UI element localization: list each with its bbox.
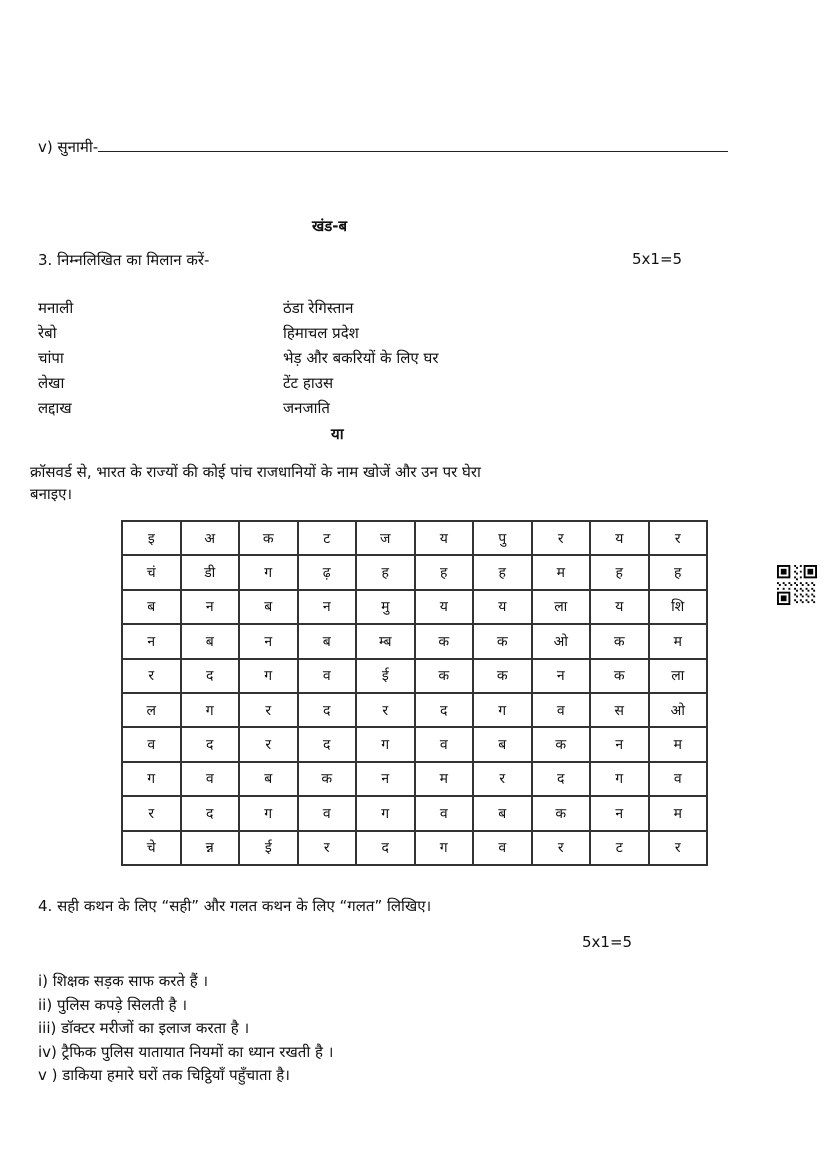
- grid-cell: न: [590, 727, 649, 761]
- grid-cell: म्ब: [356, 624, 415, 658]
- grid-cell: न: [356, 762, 415, 796]
- grid-cell: व: [298, 796, 357, 830]
- grid-cell: ओ: [532, 624, 591, 658]
- grid-cell: ढ़: [298, 555, 357, 589]
- grid-cell: ह: [473, 555, 532, 589]
- match-right-item: भेड़ और बकरियों के लिए घर: [283, 349, 439, 367]
- grid-cell: ह: [649, 555, 708, 589]
- grid-cell: ग: [181, 693, 240, 727]
- statement-item: iv) ट्रैफिक पुलिस यातायात नियमों का ध्यान रखती है ।: [38, 1042, 334, 1061]
- grid-cell: क: [532, 727, 591, 761]
- grid-row: [122, 727, 707, 761]
- grid-row: [122, 762, 707, 796]
- match-right-item: जनजाति: [283, 399, 330, 417]
- grid-row: [122, 659, 707, 693]
- grid-cell: व: [122, 727, 181, 761]
- grid-cell: न: [181, 590, 240, 624]
- grid-cell: क: [298, 762, 357, 796]
- grid-row: [122, 555, 707, 589]
- grid-cell: य: [415, 590, 474, 624]
- grid-cell: न: [298, 590, 357, 624]
- answer-blank: [98, 137, 728, 152]
- grid-cell: य: [590, 590, 649, 624]
- grid-cell: द: [298, 693, 357, 727]
- grid-cell: र: [649, 521, 708, 555]
- grid-cell: व: [473, 831, 532, 865]
- grid-cell: न: [239, 624, 298, 658]
- grid-cell: व: [415, 727, 474, 761]
- grid-cell: ग: [415, 831, 474, 865]
- grid-cell: व: [649, 762, 708, 796]
- grid-cell: ट: [298, 521, 357, 555]
- grid-cell: र: [298, 831, 357, 865]
- grid-cell: ला: [532, 590, 591, 624]
- grid-cell: न्न: [181, 831, 240, 865]
- statement-item: i) शिक्षक सड़क साफ करते हैं ।: [38, 972, 209, 990]
- grid-cell: र: [532, 831, 591, 865]
- grid-row: [122, 693, 707, 727]
- grid-cell: म: [649, 727, 708, 761]
- section-heading: खंड-ब: [312, 217, 348, 235]
- crossword-instruction-line2: बनाइए।: [30, 485, 73, 503]
- statement-item: iii) डॉक्टर मरीजों का इलाज करता है ।: [38, 1019, 250, 1037]
- grid-row: [122, 590, 707, 624]
- grid-cell: ब: [122, 590, 181, 624]
- grid-row: [122, 624, 707, 658]
- grid-cell: म: [532, 555, 591, 589]
- grid-cell: शि: [649, 590, 708, 624]
- grid-row: [122, 831, 707, 865]
- q3-title: 3. निम्नलिखित का मिलान करें-: [38, 251, 210, 269]
- grid-cell: ग: [239, 659, 298, 693]
- grid-cell: ग: [356, 727, 415, 761]
- statement-item: v ) डाकिया हमारे घरों तक चिट्ठियाँ पहुँचाता है।: [38, 1066, 290, 1084]
- grid-cell: क: [415, 659, 474, 693]
- grid-cell: चं: [122, 555, 181, 589]
- q4-marks: 5x1=5: [582, 933, 633, 951]
- grid-cell: ग: [473, 693, 532, 727]
- grid-row: [122, 796, 707, 830]
- grid-cell: ह: [415, 555, 474, 589]
- grid-cell: द: [356, 831, 415, 865]
- grid-cell: व: [532, 693, 591, 727]
- grid-cell: र: [356, 693, 415, 727]
- q2-v-label: v) सुनामी-: [38, 138, 99, 156]
- grid-cell: ब: [473, 796, 532, 830]
- grid-cell: ह: [590, 555, 649, 589]
- match-right-column: [283, 296, 438, 421]
- q4-statements: [38, 970, 333, 1088]
- grid-cell: ब: [298, 624, 357, 658]
- q4-title: 4. सही कथन के लिए “सही” और गलत कथन के लिए “गलत” लिखिए।: [38, 897, 432, 915]
- match-right-item: ठंडा रेगिस्तान: [283, 299, 354, 317]
- grid-cell: म: [649, 796, 708, 830]
- grid-cell: चे: [122, 831, 181, 865]
- match-right-item: हिमाचल प्रदेश: [283, 324, 359, 342]
- grid-cell: क: [590, 624, 649, 658]
- grid-cell: व: [181, 762, 240, 796]
- grid-cell: ग: [590, 762, 649, 796]
- match-left-item: मनाली: [38, 299, 74, 317]
- grid-cell: ग: [356, 796, 415, 830]
- grid-cell: ब: [473, 727, 532, 761]
- grid-cell: व: [298, 659, 357, 693]
- grid-cell: म: [415, 762, 474, 796]
- statement-item: ii) पुलिस कपड़े सिलती है ।: [38, 995, 188, 1014]
- grid-cell: ग: [239, 796, 298, 830]
- grid-cell: र: [239, 727, 298, 761]
- qr-code-icon: [776, 565, 818, 605]
- grid-cell: द: [181, 659, 240, 693]
- grid-cell: र: [532, 521, 591, 555]
- grid-cell: य: [473, 590, 532, 624]
- grid-cell: डी: [181, 555, 240, 589]
- grid-cell: ग: [122, 762, 181, 796]
- grid-cell: र: [473, 762, 532, 796]
- grid-cell: द: [532, 762, 591, 796]
- grid-cell: क: [239, 521, 298, 555]
- grid-cell: द: [181, 727, 240, 761]
- grid-cell: अ: [181, 521, 240, 555]
- grid-cell: ज: [356, 521, 415, 555]
- grid-cell: ई: [239, 831, 298, 865]
- grid-cell: क: [473, 624, 532, 658]
- grid-row: [122, 521, 707, 555]
- grid-cell: स: [590, 693, 649, 727]
- grid-cell: क: [532, 796, 591, 830]
- grid-cell: क: [590, 659, 649, 693]
- grid-cell: न: [532, 659, 591, 693]
- grid-cell: ल: [122, 693, 181, 727]
- grid-cell: ट: [590, 831, 649, 865]
- q3-marks: 5x1=5: [632, 250, 683, 268]
- grid-cell: य: [590, 521, 649, 555]
- grid-cell: द: [298, 727, 357, 761]
- grid-cell: न: [122, 624, 181, 658]
- grid-cell: न: [590, 796, 649, 830]
- grid-cell: ब: [239, 762, 298, 796]
- grid-cell: द: [415, 693, 474, 727]
- grid-cell: य: [415, 521, 474, 555]
- grid-cell: र: [122, 659, 181, 693]
- grid-cell: व: [415, 796, 474, 830]
- grid-cell: र: [649, 831, 708, 865]
- grid-cell: क: [473, 659, 532, 693]
- crossword-instruction-line1: क्रॉसवर्ड से, भारत के राज्यों की कोई पांच राजधानियों के नाम खोजें और उन पर घेरा: [30, 463, 481, 481]
- grid-cell: ह: [356, 555, 415, 589]
- match-left-item: लेखा: [38, 374, 65, 392]
- q2-item-v: [38, 137, 728, 157]
- grid-cell: द: [181, 796, 240, 830]
- match-left-item: रेबो: [38, 324, 57, 342]
- grid-cell: ग: [239, 555, 298, 589]
- or-label: या: [331, 425, 344, 443]
- grid-cell: म: [649, 624, 708, 658]
- match-left-item: लद्दाख: [38, 399, 72, 417]
- grid-cell: क: [415, 624, 474, 658]
- grid-cell: ओ: [649, 693, 708, 727]
- grid-cell: ब: [239, 590, 298, 624]
- grid-cell: ब: [181, 624, 240, 658]
- match-left-item: चांपा: [38, 349, 64, 367]
- match-left-column: [38, 296, 73, 421]
- grid-cell: पु: [473, 521, 532, 555]
- grid-cell: ला: [649, 659, 708, 693]
- grid-cell: मु: [356, 590, 415, 624]
- crossword-grid: [121, 520, 708, 866]
- match-right-item: टेंट हाउस: [283, 374, 334, 392]
- grid-cell: र: [239, 693, 298, 727]
- grid-cell: र: [122, 796, 181, 830]
- grid-cell: इ: [122, 521, 181, 555]
- grid-cell: ई: [356, 659, 415, 693]
